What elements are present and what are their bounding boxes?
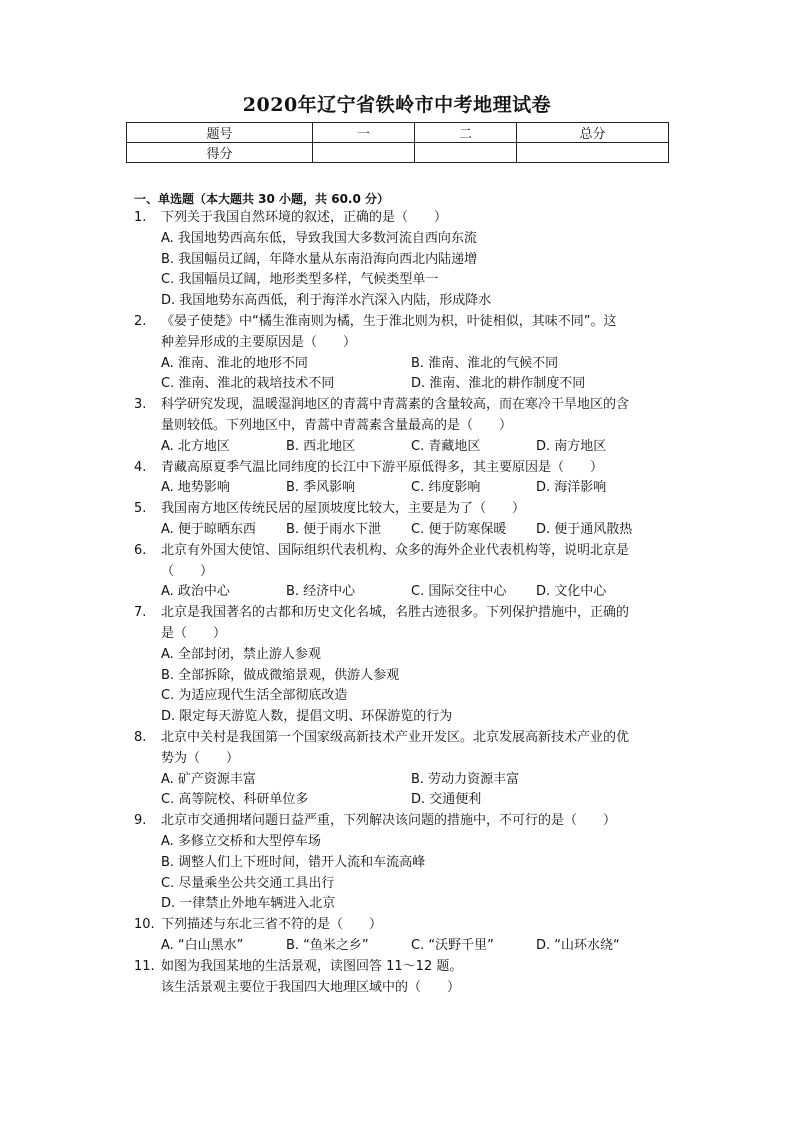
- answer-option[interactable]: D. 淮南、淮北的耕作制度不同: [411, 376, 586, 392]
- score-header-cell: 题号: [127, 123, 313, 143]
- answer-option[interactable]: C. “沃野千里”: [411, 938, 494, 953]
- score-cell[interactable]: [517, 143, 669, 163]
- question-number: 7.: [134, 605, 147, 621]
- answer-option[interactable]: C. 青藏地区: [411, 438, 481, 454]
- question-stem: 量则较低。下列地区中，青蒿中青蒿素含量最高的是（ ）: [161, 418, 513, 433]
- question-stem: 青藏高原夏季气温比同纬度的长江中下游平原低得多，其主要原因是（ ）: [161, 459, 604, 475]
- question-number: 9.: [134, 813, 147, 829]
- answer-option[interactable]: D. 限定每天游览人数，提倡文明、环保游览的行为: [161, 709, 453, 725]
- score-cell[interactable]: [313, 143, 415, 163]
- answer-option[interactable]: B. 我国幅员辽阔，年降水量从东南沿海向西北内陆递增: [161, 251, 478, 267]
- question-stem: 势为（ ）: [161, 750, 240, 766]
- question-stem: 科学研究发现，温暖湿润地区的青蒿中青蒿素的含量较高，而在寒冷干旱地区的含: [161, 397, 630, 413]
- answer-option[interactable]: C. 便于防寒保暖: [411, 522, 507, 537]
- page-title: 2020年辽宁省铁岭市中考地理试卷: [242, 94, 552, 116]
- answer-option[interactable]: C. 为适应现代生活全部彻底改造: [161, 688, 348, 704]
- answer-option[interactable]: D. 便于通风散热: [536, 522, 633, 537]
- question-number: 1.: [134, 210, 147, 225]
- answer-option[interactable]: C. 我国幅员辽阔，地形类型多样，气候类型单一: [161, 272, 439, 288]
- answer-option[interactable]: A. 政治中心: [161, 584, 230, 600]
- question-stem: 《晏子使楚》中“橘生淮南则为橘，生于淮北则为枳，叶徒相似，其味不同”。这: [161, 314, 617, 329]
- question-number: 4.: [134, 459, 147, 475]
- answer-option[interactable]: A. 全部封闭，禁止游人参观: [161, 646, 321, 662]
- answer-option[interactable]: A. 我国地势西高东低，导致我国大多数河流自西向东流: [161, 230, 477, 246]
- question-stem: 北京有外国大使馆、国际组织代表机构、众多的海外企业代表机构等，说明北京是: [161, 542, 630, 558]
- answer-option[interactable]: B. 经济中心: [286, 584, 356, 600]
- question-number: 6.: [134, 542, 147, 558]
- question-stem: 如图为我国某地的生活景观，读图回答 11～12 题。: [161, 958, 463, 974]
- score-header-cell: 总分: [517, 123, 669, 143]
- answer-option[interactable]: D. 交通便利: [411, 792, 482, 808]
- answer-option[interactable]: A. 淮南、淮北的地形不同: [161, 355, 308, 371]
- answer-option[interactable]: D. 一律禁止外地车辆进入北京: [161, 896, 336, 912]
- question-number: 2.: [134, 314, 147, 329]
- answer-option[interactable]: D. “山环水绕“: [536, 938, 620, 953]
- answer-option[interactable]: B. 淮南、淮北的气候不同: [411, 355, 559, 371]
- question-stem: 北京中关村是我国第一个国家级高新技术产业开发区。北京发展高新技术产业的优: [161, 730, 630, 745]
- answer-option[interactable]: A. 多修立交桥和大型停车场: [161, 834, 321, 849]
- question-stem: 该生活景观主要位于我国四大地理区域中的（ ）: [161, 979, 461, 995]
- answer-option[interactable]: B. 西北地区: [286, 438, 356, 454]
- answer-option[interactable]: D. 文化中心: [536, 584, 607, 600]
- answer-option[interactable]: B. 劳动力资源丰富: [411, 771, 520, 787]
- question-stem: （ ）: [161, 563, 214, 579]
- answer-option[interactable]: A. 地势影响: [161, 480, 230, 496]
- answer-option[interactable]: A. 便于晾晒东西: [161, 522, 256, 537]
- answer-option[interactable]: D. 南方地区: [536, 438, 607, 454]
- answer-option[interactable]: B. 调整人们上下班时间，错开人流和车流高峰: [161, 854, 426, 870]
- answer-option[interactable]: C. 纬度影响: [411, 480, 481, 496]
- answer-option[interactable]: D. 我国地势东高西低，利于海洋水汽深入内陆，形成降水: [161, 293, 492, 309]
- answer-option[interactable]: B. 季风影响: [286, 480, 356, 496]
- answer-option[interactable]: A. 北方地区: [161, 438, 230, 454]
- question-stem: 下列描述与东北三省不符的是（ ）: [161, 917, 383, 933]
- answer-option[interactable]: C. 尽量乘坐公共交通工具出行: [161, 875, 335, 891]
- question-stem: 北京市交通拥堵问题日益严重，下列解决该问题的措施中，不可行的是（ ）: [161, 813, 617, 829]
- question-stem: 北京是我国著名的古都和历史文化名城，名胜古迹很多。下列保护措施中，正确的: [161, 605, 630, 621]
- score-table: [126, 122, 669, 163]
- question-number: 8.: [134, 730, 147, 745]
- question-stem: 种差异形成的主要原因是（ ）: [161, 334, 357, 350]
- question-stem: 下列关于我国自然环境的叙述，正确的是（ ）: [161, 210, 448, 225]
- question-number: 11.: [134, 958, 155, 974]
- score-cell[interactable]: [415, 143, 517, 163]
- answer-option[interactable]: C. 淮南、淮北的栽培技术不同: [161, 376, 335, 392]
- section-heading: 一、单选题（本大题共 30 小题，共 60.0 分）: [134, 192, 390, 206]
- answer-option[interactable]: B. 全部拆除，做成微缩景观，供游人参观: [161, 667, 400, 683]
- score-table-score-row: [127, 143, 669, 163]
- answer-option[interactable]: A. 矿产资源丰富: [161, 771, 256, 787]
- question-stem: 是（ ）: [161, 626, 227, 641]
- answer-option[interactable]: B. “鱼米之乡”: [286, 938, 369, 953]
- answer-option[interactable]: D. 海洋影响: [536, 480, 607, 496]
- score-header-cell: 二: [415, 123, 517, 143]
- score-header-cell: 一: [313, 123, 415, 143]
- score-row-label: 得分: [127, 143, 313, 163]
- answer-option[interactable]: C. 国际交往中心: [411, 584, 507, 600]
- score-table-header-row: [127, 123, 669, 143]
- question-stem: 我国南方地区传统民居的屋顶坡度比较大，主要是为了（ ）: [161, 501, 526, 517]
- answer-option[interactable]: C. 高等院校、科研单位多: [161, 792, 309, 808]
- question-number: 3.: [134, 397, 147, 413]
- answer-option[interactable]: B. 便于雨水下泄: [286, 522, 382, 537]
- answer-option[interactable]: A. “白山黑水”: [161, 938, 244, 953]
- question-number: 10.: [134, 917, 155, 933]
- question-number: 5.: [134, 501, 147, 517]
